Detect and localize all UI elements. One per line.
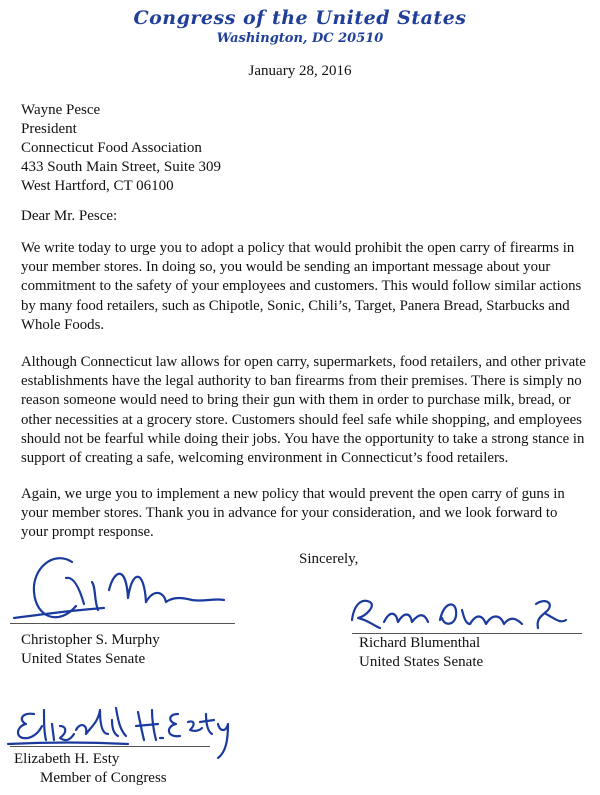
closing: Sincerely, [299,551,359,567]
signatory-esty-title: Member of Congress [40,770,167,786]
recipient-title: President [21,121,77,137]
recipient-organization: Connecticut Food Association [21,140,202,156]
signatory-blumenthal-title: United States Senate [359,654,484,670]
signatory-blumenthal [359,634,483,672]
letterhead [0,6,600,47]
signatory-esty-name: Elizabeth H. Esty [14,751,120,767]
letterhead-title: Congress of the United States [133,7,467,29]
signatory-blumenthal-name: Richard Blumenthal [359,635,481,651]
murphy-signature [14,540,244,635]
body-paragraph-2: Although Connecticut law allows for open carry, supermarkets, food retailers, and other private establishments have the legal authority to ban firearms from their premises. There is simply no reason someone would need to bring their gun with them in order to purchase milk, bread, or other necessities at a grocery store. Customers should feel safe while shopping, and employees should not be fearful while doing their jobs. You have the opportunity to take a strong stance in support of creating a safe, welcoming environment in Connecticut’s food retailers. [21,354,586,467]
body-paragraph-3: Again, we urge you to implement a new policy that would prevent the open carry of guns in your member stores. Thank you in advance for your consideration, and we look forward to your prompt response. [21,486,565,541]
signatory-esty [14,750,167,788]
recipient-city: West Hartford, CT 06100 [21,178,174,194]
esty-signature-line [10,746,210,747]
recipient-name: Wayne Pesce [21,102,101,118]
letter-date: January 28, 2016 [248,63,352,79]
recipient-street: 433 South Main Street, Suite 309 [21,159,221,175]
signatory-murphy-title: United States Senate [21,651,146,667]
murphy-signature-line [10,623,235,624]
recipient-address [21,101,221,196]
salutation: Dear Mr. Pesce: [21,208,118,224]
signatory-murphy [21,631,160,669]
letterhead-city: Washington, DC 20510 [216,31,384,46]
signatory-murphy-name: Christopher S. Murphy [21,632,160,648]
body-paragraph-1: We write today to urge you to adopt a policy that would prohibit the open carry of firearms in your member stores. In doing so, you would be sending an important message about your commitment to the safety of your employees and customers. This would follow similar actions by many food retailers, such as Chipotle, Sonic, Chili’s, Target, Panera Bread, Starbucks and Whole Foods. [21,240,582,333]
